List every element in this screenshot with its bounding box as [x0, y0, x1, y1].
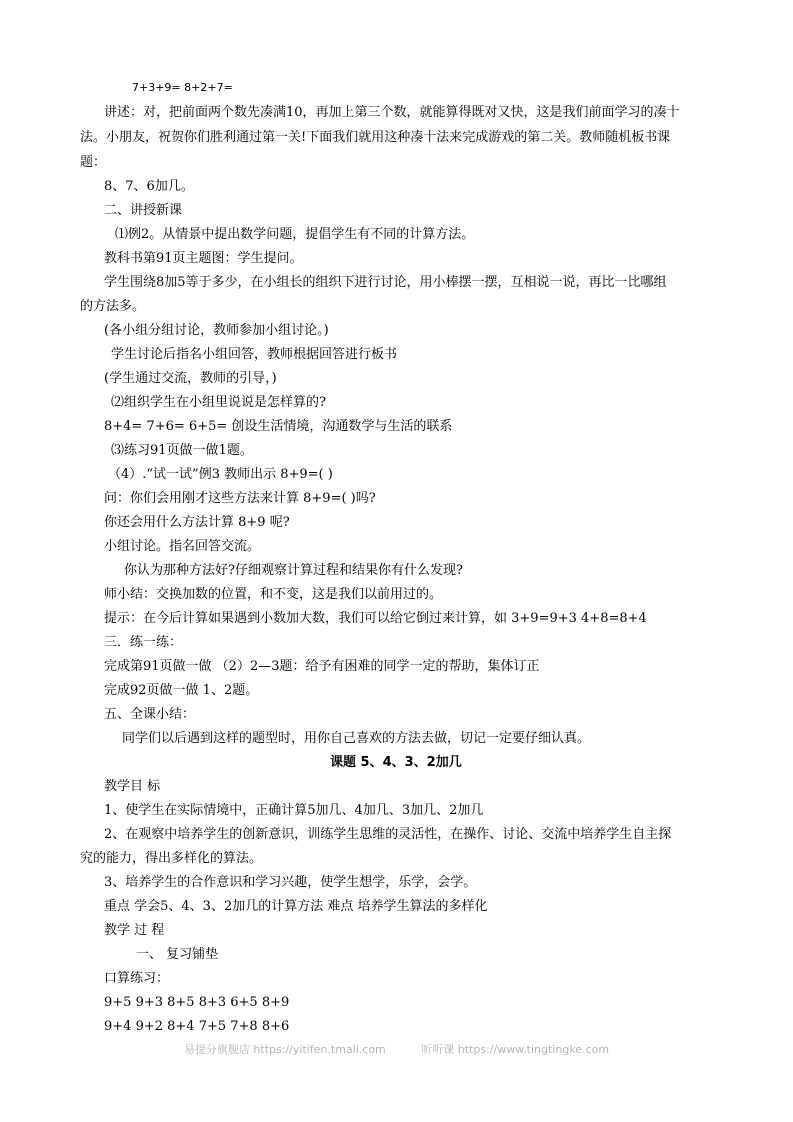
text-line: 教学 过 程: [104, 923, 165, 938]
text-line: 的方法多。: [80, 299, 146, 314]
section-heading: 二、讲授新课: [104, 203, 183, 218]
text-line: 7+3+9= 8+2+7=: [132, 81, 233, 94]
text-line: ⑴例2。从情景中提出数学问题，提倡学生有不同的计算方法。: [115, 227, 475, 242]
text-line: 一、 复习铺垫: [136, 947, 219, 962]
text-line: 完成92页做一做 1、2题。: [104, 683, 259, 698]
text-line: 你还会用什么方法计算 8+9 呢?: [104, 515, 290, 530]
footer-link-left[interactable]: 易提分旗舰店 https://yitifen.tmall.com: [183, 1043, 386, 1056]
text-line: 你认为那种方法好?仔细观察计算过程和结果你有什么发现?: [124, 563, 463, 578]
text-line: 小组讨论。指名回答交流。: [104, 539, 261, 554]
text-line: 8、7、6加几。: [104, 179, 194, 194]
text-line: 学生讨论后指名小组回答，教师根据回答进行板书: [111, 347, 398, 362]
lesson-title: 课题 5、4、3、2加几: [330, 755, 462, 770]
text-line: 重点 学会5、4、3、2加几的计算方法 难点 培养学生算法的多样化: [104, 899, 488, 914]
text-line: 教科书第91页主题图：学生提问。: [104, 251, 303, 266]
text-line: (学生通过交流，教师的引导，): [104, 371, 277, 386]
text-line: 8+4= 7+6= 6+5= 创设生活情境，沟通数学与生活的联系: [104, 419, 453, 434]
text-line: 完成第91页做一做 （2）2—3题：给予有困难的同学一定的帮助，集体订正: [104, 659, 540, 674]
text-line: （4）.“试一试”例3 教师出示 8+9=( ): [108, 467, 333, 482]
text-line: 3、培养学生的合作意识和学习兴趣，使学生想学，乐学，会学。: [104, 875, 477, 890]
page-footer: [0, 1041, 793, 1057]
text-line: 师小结：交换加数的位置，和不变，这是我们以前用过的。: [104, 587, 443, 602]
text-line: 1、使学生在实际情境中，正确计算5加几、4加几、3加几、2加几: [104, 803, 484, 818]
section-heading: 五、全课小结：: [104, 707, 196, 722]
text-line: 教学目 标: [104, 779, 161, 794]
text-line: 提示：在今后计算如果遇到小数加大数，我们可以给它倒过来计算，如 3+9=9+3 4+8=8+4: [104, 611, 647, 626]
text-line: 究的能力，得出多样化的算法。: [80, 851, 263, 866]
text-line: 法。小朋友，祝贺你们胜利通过第一关!下面我们就用这种凑十法来完成游戏的第二关。教师随机板书课: [80, 130, 671, 145]
text-line: (各小组分组讨论，教师参加小组讨论。): [104, 323, 329, 338]
text-line: ⑵组织学生在小组里说说是怎样算的?: [111, 395, 326, 410]
text-line: 2、在观察中培养学生的创新意识，训练学生思维的灵活性，在操作、讨论、交流中培养学生自主探: [104, 827, 672, 842]
text-line: 问：你们会用刚才这些方法来计算 8+9=( )吗?: [104, 491, 376, 506]
section-heading: 三．练一练：: [104, 635, 183, 650]
text-line: 9+5 9+3 8+5 8+3 6+5 8+9: [104, 995, 290, 1010]
text-line: 题：: [80, 155, 107, 170]
text-line: ⑶练习91页做一做1题。: [111, 443, 253, 458]
text-line: 口算练习：: [104, 971, 170, 986]
text-line: 同学们以后遇到这样的题型时，用你自己喜欢的方法去做，切记一定要仔细认真。: [122, 731, 591, 746]
text-line: 9+4 9+2 8+4 7+5 7+8 8+6: [104, 1019, 290, 1034]
text-line: 讲述：对，把前面两个数先凑满10，再加上第三个数，就能算得既对又快，这是我们前面学习的凑十: [104, 105, 680, 120]
text-line: 学生围绕8加5等于多少，在小组长的组织下进行讨论，用小棒摆一摆，互相说一说，再比一比哪组: [104, 275, 667, 290]
footer-link-right[interactable]: 听听课 https://www.tingtingke.com: [421, 1043, 610, 1056]
